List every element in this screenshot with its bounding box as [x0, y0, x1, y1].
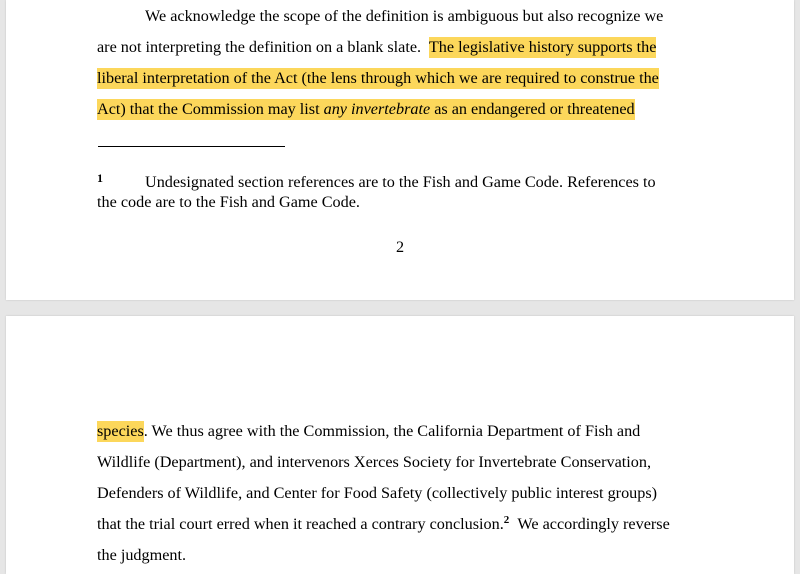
- footnote-line-2: the code are to the Fish and Game Code.: [97, 193, 360, 211]
- body-line-5: the judgment.: [97, 546, 187, 564]
- body-line-1: [97, 420, 640, 442]
- footnote-number: 1: [97, 171, 103, 185]
- body-text: that the trial court erred when it reached a contrary conclusion.: [97, 515, 504, 533]
- body-line-2: [97, 36, 656, 58]
- body-text: We acknowledge the scope of the definition is ambiguous but also recognize we: [145, 7, 664, 25]
- body-text: are not interpreting the definition on a blank slate.: [97, 38, 422, 56]
- body-line-4: [97, 98, 635, 120]
- body-text: . We thus agree with the Commission, the California Department of Fish and: [143, 422, 641, 440]
- body-text: as an endangered or threatened: [434, 100, 635, 118]
- body-text: We accordingly reverse: [517, 515, 670, 533]
- body-line-3: [97, 67, 659, 89]
- body-line-4: [97, 513, 670, 535]
- highlighted-text[interactable]: [97, 99, 635, 120]
- body-line-2: Wildlife (Department), and intervenors Xerces Society for Invertebrate Conservation,: [97, 453, 652, 471]
- footnote-separator: [98, 146, 285, 147]
- highlighted-text[interactable]: liberal interpretation of the Act (the lens through which we are required to construe the: [97, 69, 659, 87]
- footnote-reference[interactable]: 2: [503, 514, 510, 526]
- highlighted-text[interactable]: The legislative history supports the: [428, 38, 657, 56]
- body-line-1: [145, 5, 663, 27]
- body-text: Act) that the Commission may list: [97, 100, 320, 118]
- footnote-line-1: Undesignated section references are to the Fish and Game Code. References to: [145, 173, 656, 191]
- italic-text: any invertebrate: [323, 100, 431, 118]
- document-page-1: [6, 0, 794, 300]
- body-line-3: Defenders of Wildlife, and Center for Food Safety (collectively public interest groups): [97, 484, 658, 502]
- highlighted-text[interactable]: species: [97, 422, 144, 440]
- page-number: 2: [395, 238, 405, 256]
- document-page-2: [6, 316, 794, 574]
